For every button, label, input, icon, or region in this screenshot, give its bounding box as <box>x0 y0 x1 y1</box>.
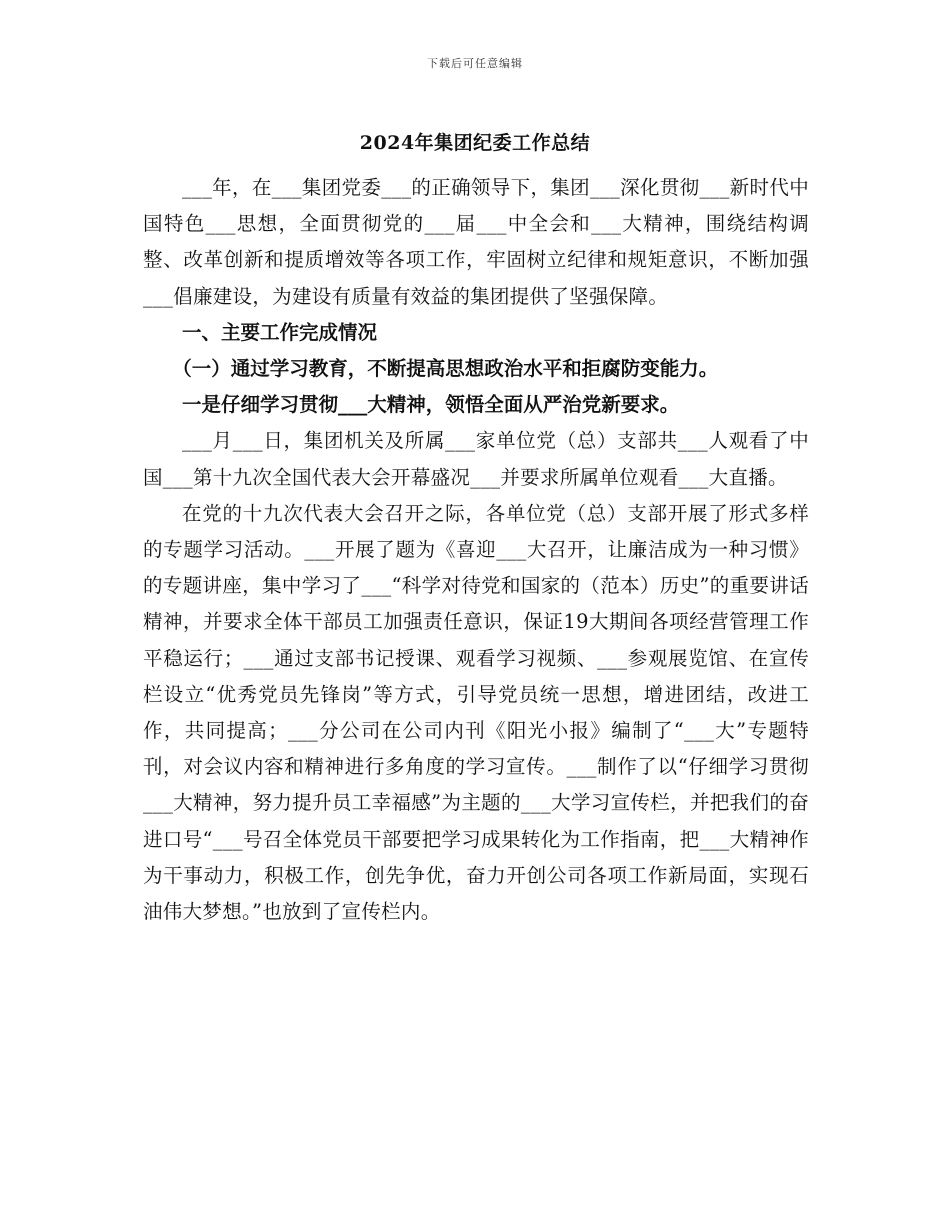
document-body <box>143 170 809 930</box>
subsection-heading: （一）通过学习教育，不断提高思想政治水平和拒腐防变能力。 <box>172 357 719 381</box>
page-header-note: 下载后可任意编辑 <box>427 57 523 70</box>
section-heading: 一、主要工作完成情况 <box>182 320 378 344</box>
document-title: 2024年集团纪委工作总结 <box>359 132 591 154</box>
intro-paragraph: ___年，在___集团党委___的正确领导下，集团___深化贯彻___新时代中国特色___思想，全面贯彻党的___届___中全会和___大精神，围绕结构调整、改革创新和提质增效等各项工作，牢固树立纪律和规矩意识，不断加强___倡廉建设，为建设有质量有效益的集团提供了坚强保障。 <box>143 176 809 308</box>
body-paragraph-activities: 在党的十九次代表大会召开之际，各单位党（总）支部开展了形式多样的专题学习活动。___开展了题为《喜迎___大召开，让廉洁成为一种习惯》的专题讲座，集中学习了___“科学对待党和国家的（范本）历史”的重要讲话精神，并要求全体干部员工加强责任意识，保证19大期间各项经营管理工作平稳运行；___通过支部书记授课、观看学习视频、___参观展览馆、在宣传栏设立“优秀党员先锋岗”等方式，引导党员统一思想，增进团结，改进工作，共同提高；___分公司在公司内刊《阳光小报》编制了“___大”专题特刊，对会议内容和精神进行多角度的学习宣传。___制作了以“仔细学习贯彻___大精神，努力提升员工幸福感”为主题的___大学习宣传栏，并把我们的奋进口号“___号召全体党员干部要把学习成果转化为工作指南，把___大精神作为干事动力，积极工作，创先争优，奋力开创公司各项工作新局面，实现石油伟大梦想。”也放到了宣传栏内。 <box>143 501 809 924</box>
point-heading: 一是仔细学习贯彻___大精神，领悟全面从严治党新要求。 <box>182 393 680 417</box>
body-paragraph-viewing: ___月___日，集团机关及所属___家单位党（总）支部共___人观看了中国___第十九次全国代表大会开幕盛况___并要求所属单位观看___大直播。 <box>143 429 809 489</box>
